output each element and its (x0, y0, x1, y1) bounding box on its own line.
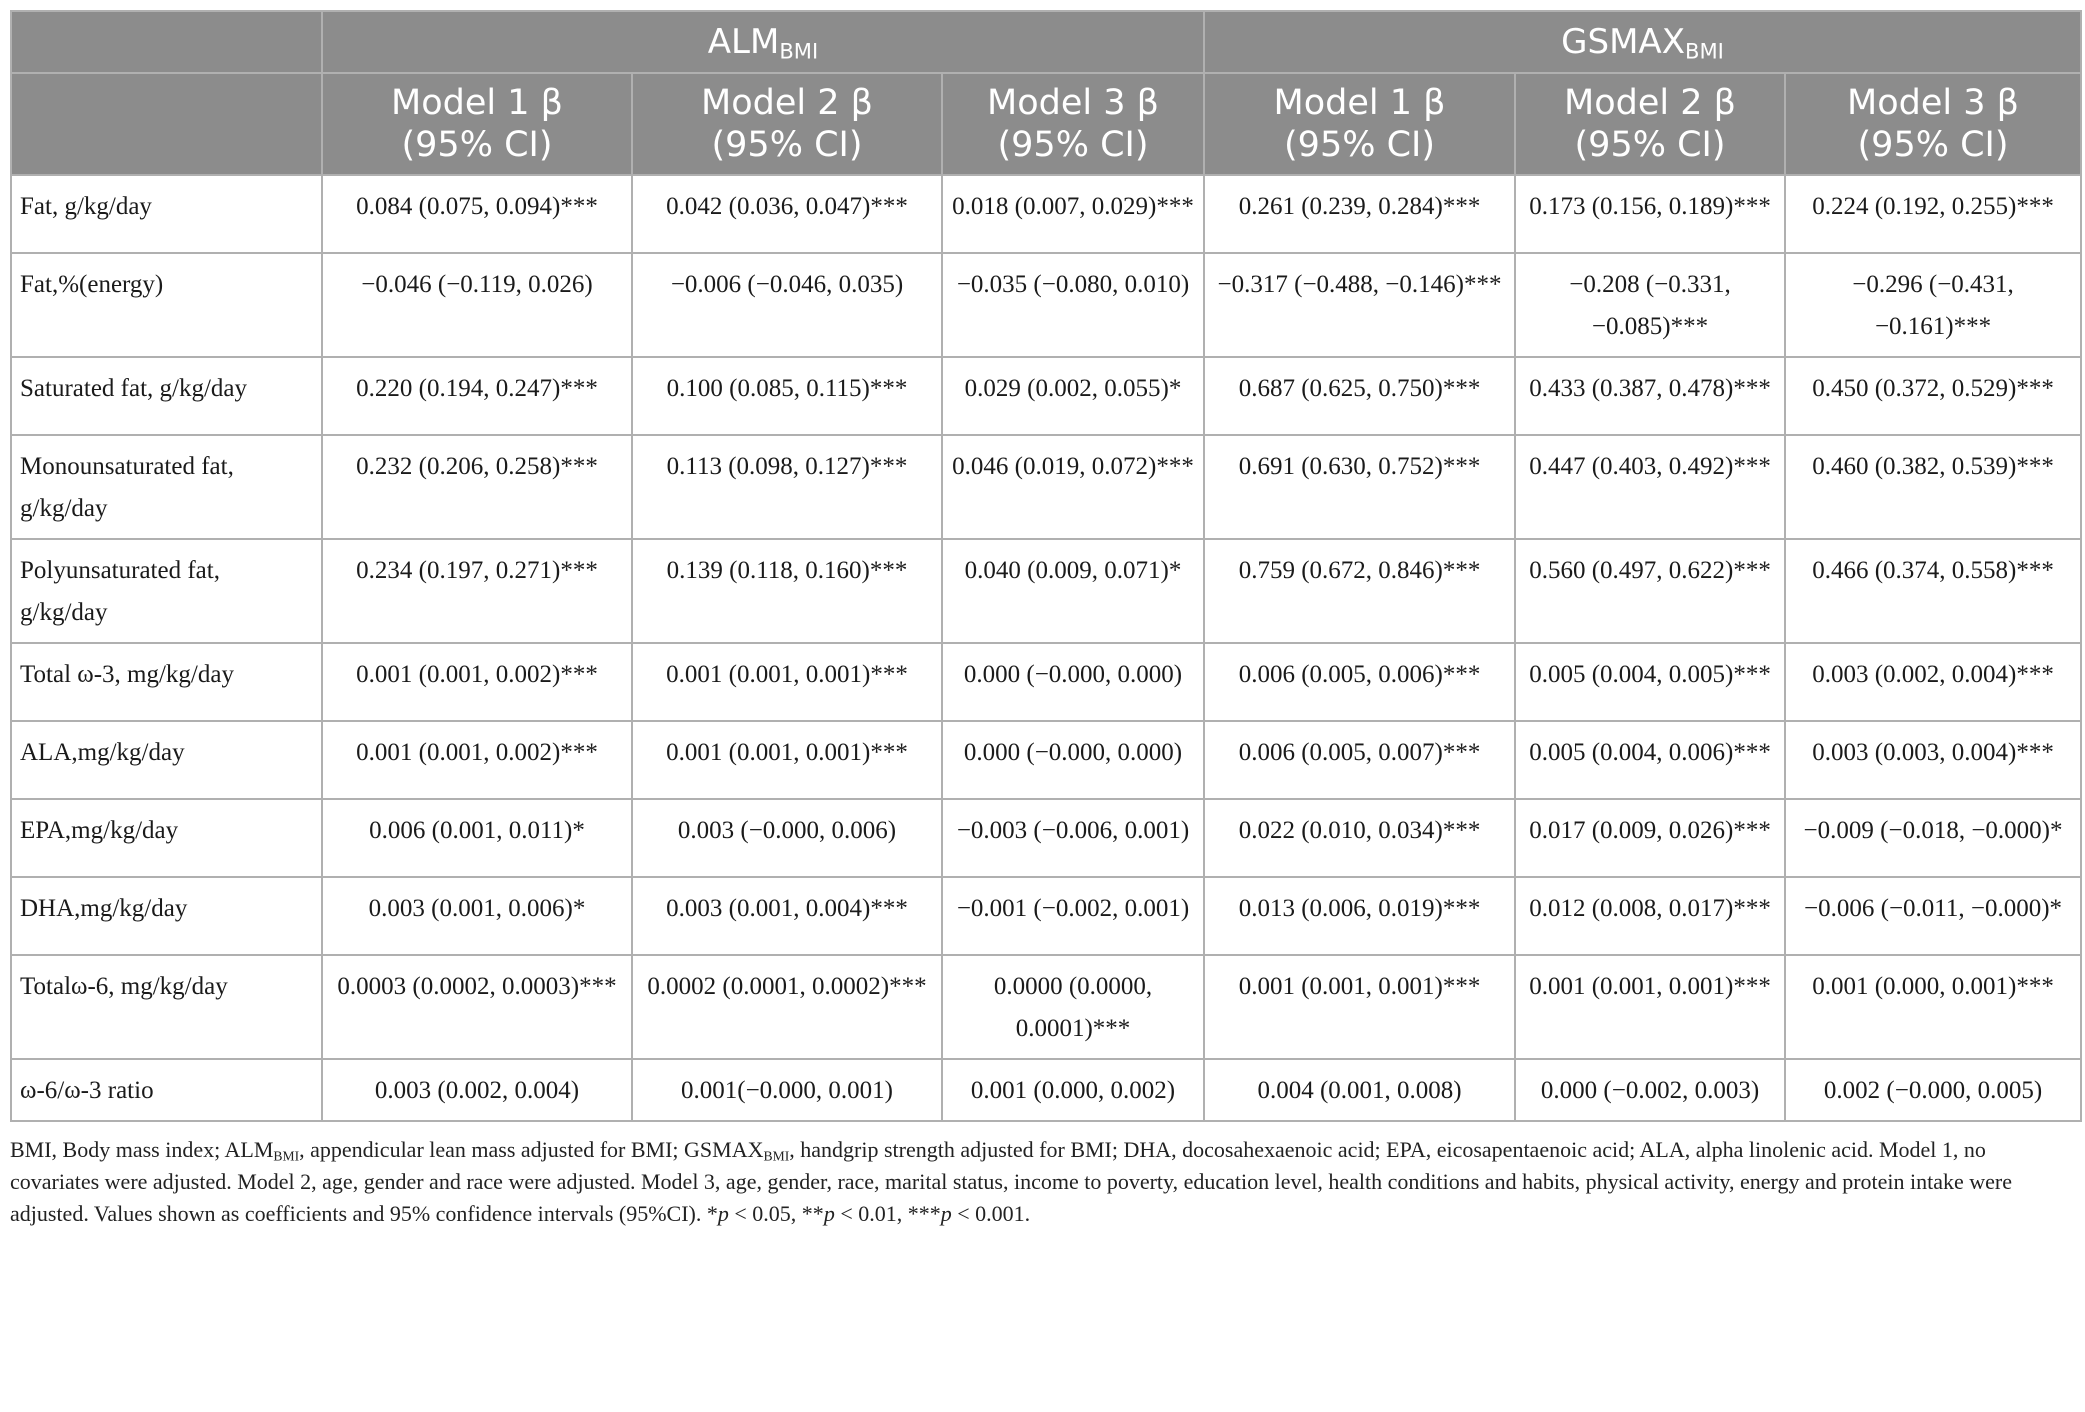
model-header: Model 3 β (95% CI) (942, 73, 1204, 175)
row-label: Saturated fat, g/kg/day (11, 357, 322, 435)
table-cell: 0.017 (0.009, 0.026)*** (1515, 799, 1785, 877)
table-row (11, 1059, 2081, 1121)
table-row (11, 799, 2081, 877)
group-header-row (11, 11, 2081, 73)
table-cell: 0.005 (0.004, 0.006)*** (1515, 721, 1785, 799)
table-cell: 0.687 (0.625, 0.750)*** (1204, 357, 1515, 435)
table-cell: 0.0003 (0.0002, 0.0003)*** (322, 955, 632, 1059)
table-cell: 0.560 (0.497, 0.622)*** (1515, 539, 1785, 643)
row-label: Polyunsaturated fat, g/kg/day (11, 539, 322, 643)
table-cell: 0.001 (0.001, 0.001)*** (632, 643, 942, 721)
table-cell: −0.003 (−0.006, 0.001) (942, 799, 1204, 877)
table-cell: 0.001 (0.000, 0.002) (942, 1059, 1204, 1121)
corner-cell (11, 11, 322, 73)
results-table (10, 10, 2082, 1122)
table-row (11, 435, 2081, 539)
table-cell: 0.000 (−0.002, 0.003) (1515, 1059, 1785, 1121)
table-cell: 0.113 (0.098, 0.127)*** (632, 435, 942, 539)
row-label: DHA,mg/kg/day (11, 877, 322, 955)
table-row (11, 357, 2081, 435)
table-cell: 0.040 (0.009, 0.071)* (942, 539, 1204, 643)
table-cell: 0.003 (0.002, 0.004)*** (1785, 643, 2081, 721)
table-cell: 0.003 (0.001, 0.006)* (322, 877, 632, 955)
row-label: ALA,mg/kg/day (11, 721, 322, 799)
table-cell: 0.000 (−0.000, 0.000) (942, 721, 1204, 799)
table-cell: 0.001 (0.000, 0.001)*** (1785, 955, 2081, 1059)
model-header: Model 2 β (95% CI) (1515, 73, 1785, 175)
table-row (11, 877, 2081, 955)
table-cell: −0.208 (−0.331, −0.085)*** (1515, 253, 1785, 357)
row-label: EPA,mg/kg/day (11, 799, 322, 877)
table-cell: 0.220 (0.194, 0.247)*** (322, 357, 632, 435)
corner-cell (11, 73, 322, 175)
row-label: Totalω-6, mg/kg/day (11, 955, 322, 1059)
table-cell: −0.006 (−0.046, 0.035) (632, 253, 942, 357)
table-cell: 0.261 (0.239, 0.284)*** (1204, 175, 1515, 253)
row-label: ω-6/ω-3 ratio (11, 1059, 322, 1121)
row-label: Fat, g/kg/day (11, 175, 322, 253)
model-header: Model 3 β (95% CI) (1785, 73, 2081, 175)
model-header: Model 1 β (95% CI) (322, 73, 632, 175)
table-cell: 0.139 (0.118, 0.160)*** (632, 539, 942, 643)
table-cell: 0.001 (0.001, 0.001)*** (1204, 955, 1515, 1059)
table-row (11, 721, 2081, 799)
table-cell: 0.046 (0.019, 0.072)*** (942, 435, 1204, 539)
table-cell: 0.433 (0.387, 0.478)*** (1515, 357, 1785, 435)
table-cell: −0.001 (−0.002, 0.001) (942, 877, 1204, 955)
table-cell: 0.232 (0.206, 0.258)*** (322, 435, 632, 539)
table-cell: 0.005 (0.004, 0.005)*** (1515, 643, 1785, 721)
table-cell: 0.450 (0.372, 0.529)*** (1785, 357, 2081, 435)
table-cell: 0.0002 (0.0001, 0.0002)*** (632, 955, 942, 1059)
table-cell: −0.035 (−0.080, 0.010) (942, 253, 1204, 357)
table-cell: 0.234 (0.197, 0.271)*** (322, 539, 632, 643)
model-header: Model 1 β (95% CI) (1204, 73, 1515, 175)
table-cell: 0.100 (0.085, 0.115)*** (632, 357, 942, 435)
table-cell: −0.317 (−0.488, −0.146)*** (1204, 253, 1515, 357)
table-cell: −0.009 (−0.018, −0.000)* (1785, 799, 2081, 877)
table-cell: 0.022 (0.010, 0.034)*** (1204, 799, 1515, 877)
row-label: Total ω-3, mg/kg/day (11, 643, 322, 721)
table-cell: −0.296 (−0.431, −0.161)*** (1785, 253, 2081, 357)
table-cell: 0.224 (0.192, 0.255)*** (1785, 175, 2081, 253)
table-cell: 0.004 (0.001, 0.008) (1204, 1059, 1515, 1121)
table-cell: 0.000 (−0.000, 0.000) (942, 643, 1204, 721)
table-cell: −0.006 (−0.011, −0.000)* (1785, 877, 2081, 955)
table-cell: 0.084 (0.075, 0.094)*** (322, 175, 632, 253)
group-header-alm: $ALM_{BMI}$ (322, 11, 1204, 73)
table-cell: 0.003 (0.001, 0.004)*** (632, 877, 942, 955)
table-cell: 0.002 (−0.000, 0.005) (1785, 1059, 2081, 1121)
table-row (11, 643, 2081, 721)
table-container (10, 10, 2080, 1230)
table-cell: 0.447 (0.403, 0.492)*** (1515, 435, 1785, 539)
table-cell: 0.042 (0.036, 0.047)*** (632, 175, 942, 253)
table-cell: −0.046 (−0.119, 0.026) (322, 253, 632, 357)
table-cell: 0.460 (0.382, 0.539)*** (1785, 435, 2081, 539)
table-row (11, 175, 2081, 253)
table-body (11, 175, 2081, 1121)
table-cell: 0.001 (0.001, 0.002)*** (322, 721, 632, 799)
table-cell: 0.006 (0.005, 0.006)*** (1204, 643, 1515, 721)
table-cell: 0.006 (0.001, 0.011)* (322, 799, 632, 877)
table-cell: 0.003 (−0.000, 0.006) (632, 799, 942, 877)
model-header-row (11, 73, 2081, 175)
table-cell: 0.691 (0.630, 0.752)*** (1204, 435, 1515, 539)
row-label: Monounsaturated fat, g/kg/day (11, 435, 322, 539)
table-row (11, 955, 2081, 1059)
table-cell: 0.006 (0.005, 0.007)*** (1204, 721, 1515, 799)
table-cell: 0.001 (0.001, 0.001)*** (1515, 955, 1785, 1059)
table-cell: 0.759 (0.672, 0.846)*** (1204, 539, 1515, 643)
table-cell: 0.029 (0.002, 0.055)* (942, 357, 1204, 435)
table-cell: 0.466 (0.374, 0.558)*** (1785, 539, 2081, 643)
table-cell: 0.0000 (0.0000, 0.0001)*** (942, 955, 1204, 1059)
table-cell: 0.173 (0.156, 0.189)*** (1515, 175, 1785, 253)
table-cell: 0.001 (0.001, 0.002)*** (322, 643, 632, 721)
table-cell: 0.003 (0.003, 0.004)*** (1785, 721, 2081, 799)
table-cell: 0.018 (0.007, 0.029)*** (942, 175, 1204, 253)
table-row (11, 539, 2081, 643)
table-cell: 0.013 (0.006, 0.019)*** (1204, 877, 1515, 955)
table-cell: 0.001 (0.001, 0.001)*** (632, 721, 942, 799)
model-header: Model 2 β (95% CI) (632, 73, 942, 175)
row-label: Fat,%(energy) (11, 253, 322, 357)
table-cell: 0.003 (0.002, 0.004) (322, 1059, 632, 1121)
table-cell: 0.012 (0.008, 0.017)*** (1515, 877, 1785, 955)
group-header-gsmax: $GSMAX_{BMI}$ (1204, 11, 2081, 73)
table-row (11, 253, 2081, 357)
table-footnote: BMI, Body mass index; $ALM_{BMI}$, appendicular lean mass adjusted for BMI; $GSMAX_{BMI}$, handgrip strength adjusted for BMI; DHA, docosahexaenoic acid; EPA, eicosapentaenoic acid; ALA, alpha linolenic acid. Model 1, no covariates were adjusted. Model 2, age, gender and race were adjusted. Model 3, age, gender, race, marital status, income to poverty, education level, health conditions and habits, physical activity, energy and protein intake were adjusted. Values shown as coefficients and 95% confidence intervals (95%CI). *p < 0.05, **p < 0.01, ***p < 0.001. (10, 1137, 2013, 1226)
table-cell: 0.001(−0.000, 0.001) (632, 1059, 942, 1121)
